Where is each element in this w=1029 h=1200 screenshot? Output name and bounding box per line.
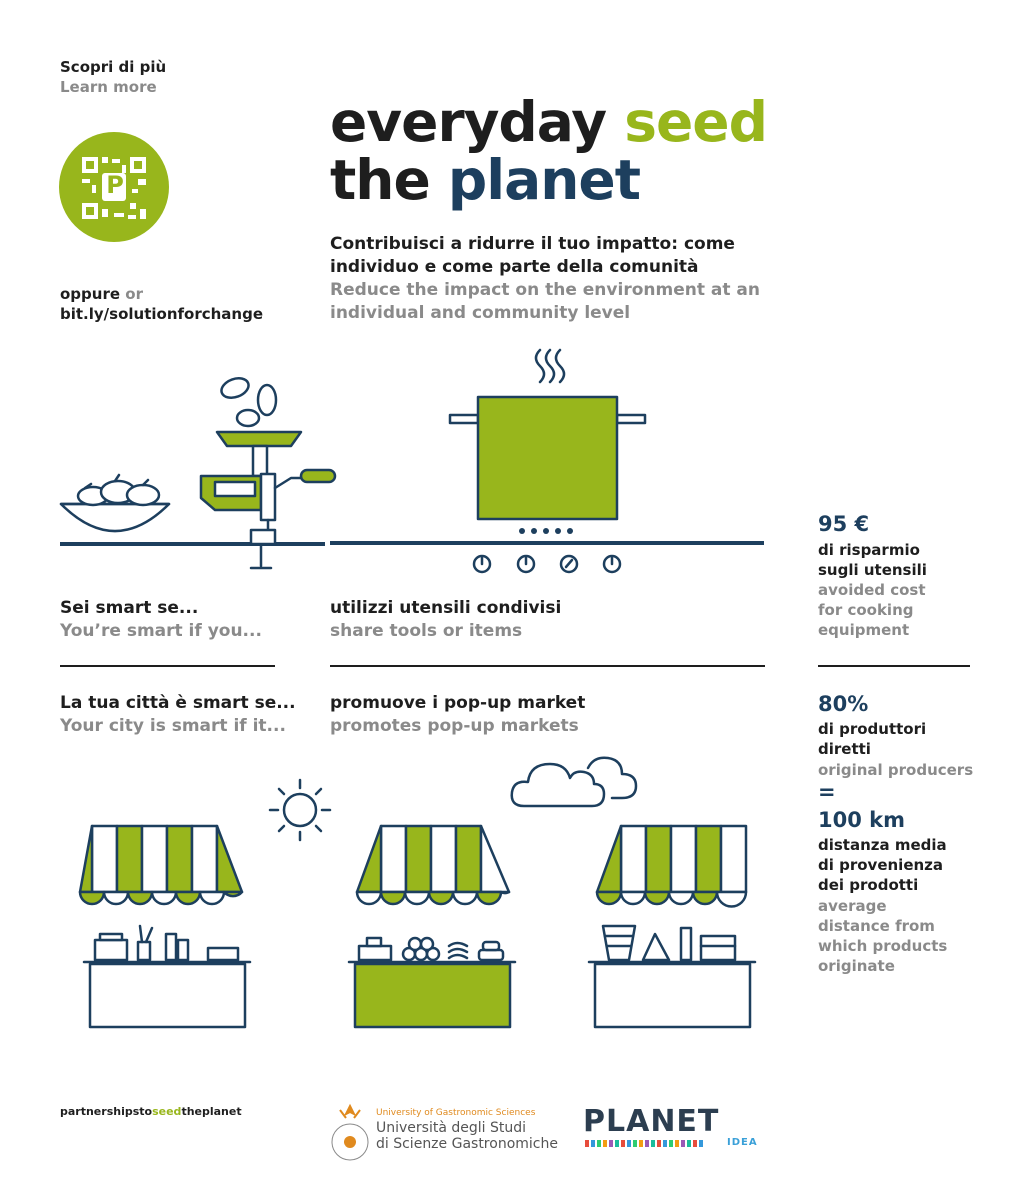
distance-en-2: distance from — [818, 917, 935, 935]
page-title-line2 — [330, 150, 640, 210]
cooking-pot-icon — [330, 345, 770, 580]
divider-center — [330, 665, 765, 667]
producers-value: 80% — [818, 692, 869, 716]
title-word-the: the — [330, 148, 430, 212]
distance-value: 100 km — [818, 808, 905, 832]
divider-left — [60, 665, 275, 667]
sun-icon — [268, 778, 332, 842]
planet-people-strip-icon — [585, 1138, 725, 1148]
solution-link[interactable]: bit.ly/solutionforchange — [60, 305, 264, 323]
university-seal-icon — [330, 1104, 370, 1170]
producers-en: original producers — [818, 761, 974, 779]
learn-more-label-it: Scopri di più — [60, 58, 167, 76]
city-label-it: La tua città è smart se... — [60, 693, 296, 713]
distance-en-3: which products — [818, 937, 948, 955]
intro-en-1: Reduce the impact on the environment at an — [330, 280, 760, 300]
smart-action-it: utilizzi utensili condivisi — [330, 598, 562, 618]
title-word-everyday: everyday — [330, 90, 607, 154]
qr-code[interactable] — [58, 131, 170, 243]
smart-label-en: You’re smart if you... — [60, 621, 262, 641]
university-name-line2: di Scienze Gastronomiche — [376, 1136, 558, 1152]
savings-en-1: avoided cost — [818, 581, 926, 599]
tomato-press-icon — [55, 370, 340, 580]
or-label-it: oppure — [60, 285, 121, 303]
intro-it-2: individuo e come parte della comunità — [330, 257, 699, 277]
savings-en-2: for cooking — [818, 601, 914, 619]
market-stall-2-icon — [345, 822, 520, 1032]
intro-en-2: individual and community level — [330, 303, 631, 323]
tag-part-2: seed — [152, 1105, 182, 1118]
learn-more-label-en: Learn more — [60, 78, 157, 96]
university-name-line1: Università degli Studi — [376, 1120, 527, 1136]
qr-center-logo: P — [106, 171, 124, 199]
market-stall-3-icon — [585, 822, 760, 1032]
cloud-icon — [510, 756, 638, 810]
equals-sign: = — [818, 780, 836, 804]
distance-it-1: distanza media — [818, 836, 947, 854]
city-action-it: promuove i pop-up market — [330, 693, 586, 713]
intro-it-1: Contribuisci a ridurre il tuo impatto: come — [330, 234, 735, 254]
smart-label-it: Sei smart se... — [60, 598, 199, 618]
city-action-en: promotes pop-up markets — [330, 716, 579, 736]
distance-it-2: di provenienza — [818, 856, 944, 874]
tag-part-3: theplanet — [181, 1105, 242, 1118]
city-label-en: Your city is smart if it... — [60, 716, 286, 736]
divider-right — [818, 665, 970, 667]
university-name-en: University of Gastronomic Sciences — [376, 1108, 536, 1118]
title-word-planet: planet — [447, 148, 640, 212]
distance-it-3: dei prodotti — [818, 876, 919, 894]
smart-action-en: share tools or items — [330, 621, 523, 641]
savings-it-1: di risparmio — [818, 541, 920, 559]
market-stall-1-icon — [80, 822, 255, 1032]
savings-value: 95 € — [818, 512, 870, 536]
page-title — [330, 92, 767, 152]
savings-it-2: sugli utensili — [818, 561, 927, 579]
title-word-seed: seed — [624, 90, 767, 154]
producers-it-1: di produttori — [818, 720, 927, 738]
planet-idea-logo: PLANET — [583, 1104, 720, 1139]
savings-en-3: equipment — [818, 621, 910, 639]
tag-part-1: partnershipsto — [60, 1105, 153, 1118]
distance-en-1: average — [818, 897, 887, 915]
partnerships-tag — [60, 1105, 242, 1118]
or-label-en: or — [125, 285, 143, 303]
producers-it-2: diretti — [818, 740, 871, 758]
distance-en-4: originate — [818, 957, 895, 975]
planet-idea-sub: IDEA — [727, 1137, 758, 1148]
